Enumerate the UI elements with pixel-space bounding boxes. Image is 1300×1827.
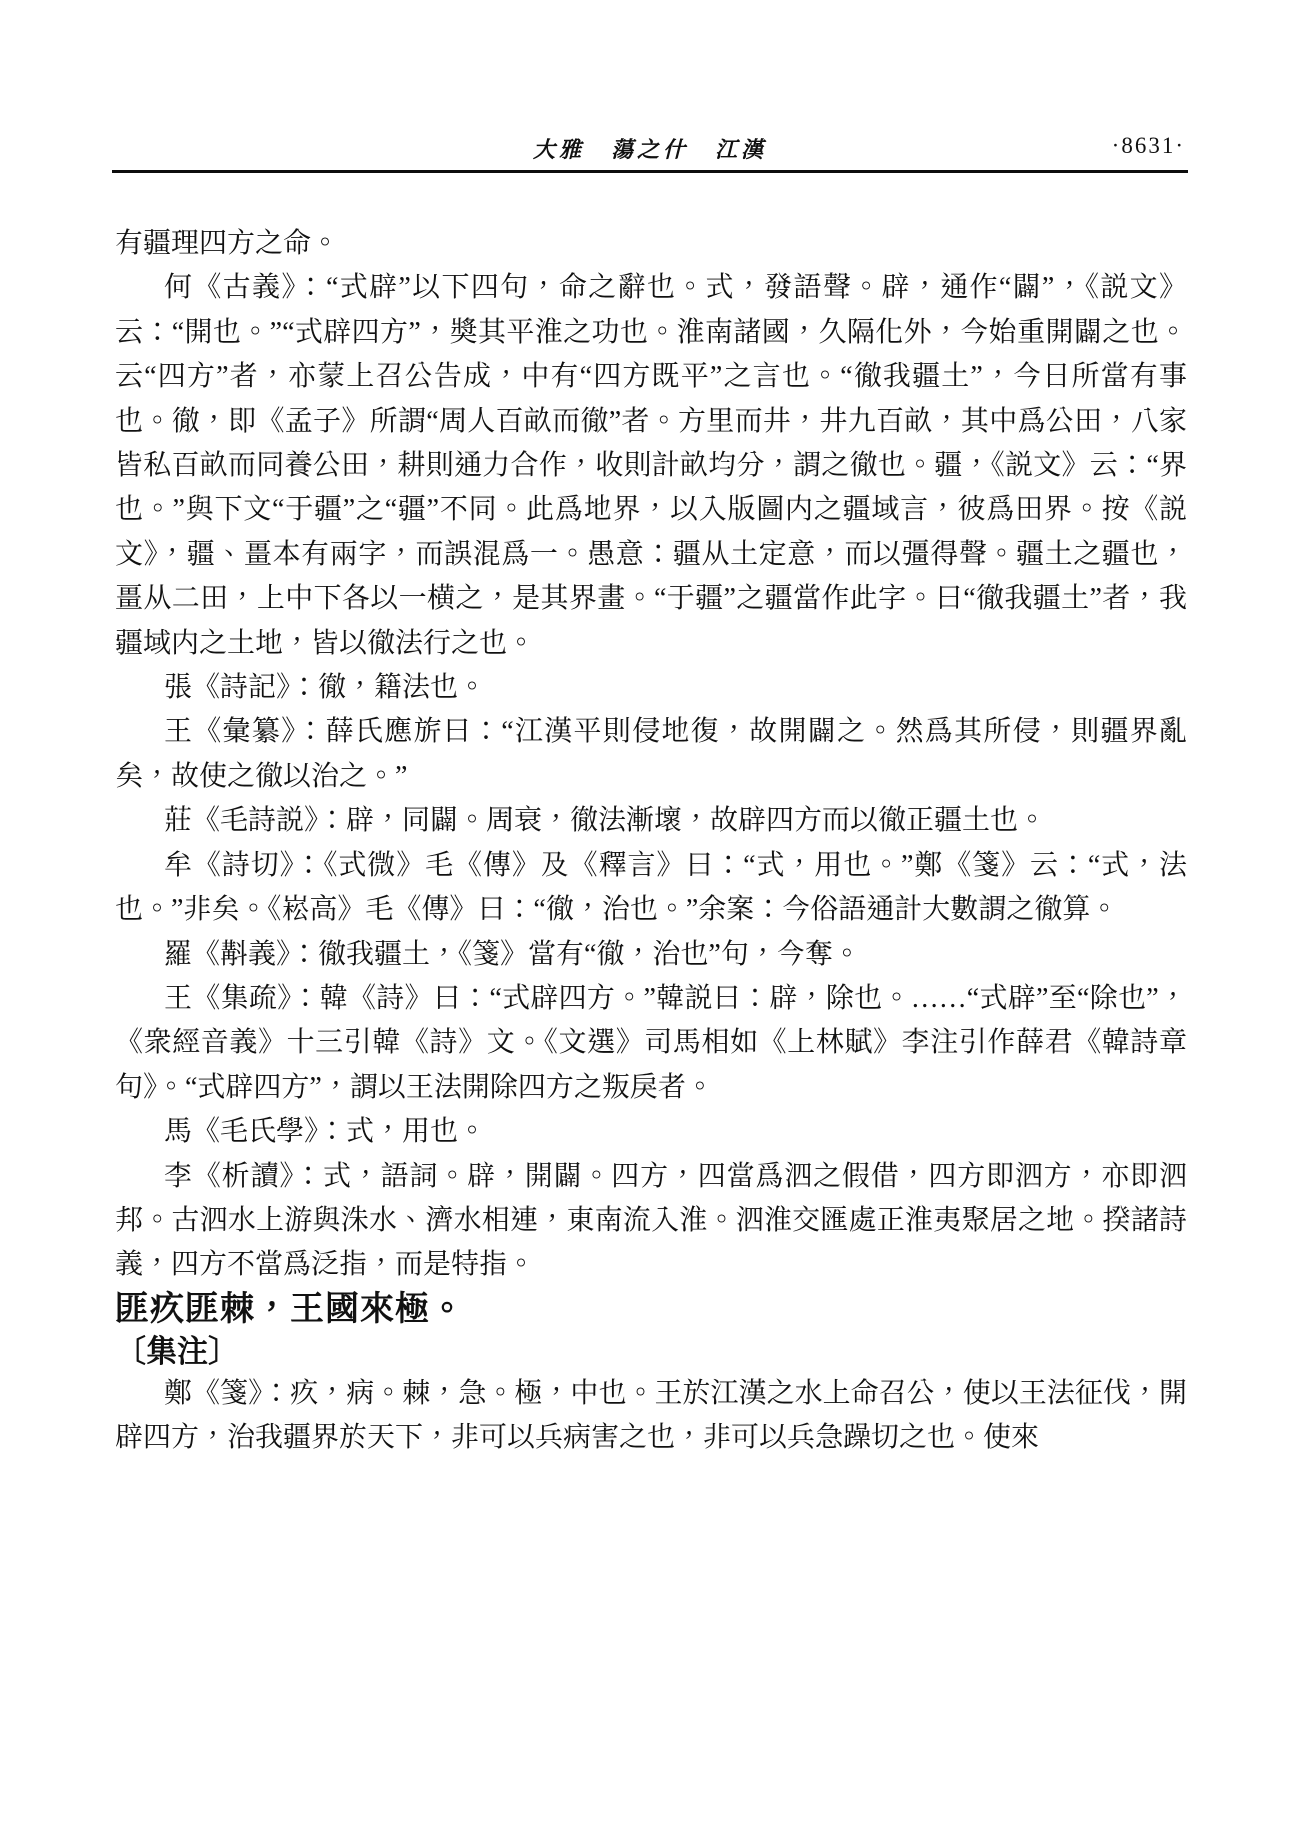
page-number: ·8631· [1111, 133, 1185, 158]
commentary-paragraph: 王《集疏》：韓《詩》曰：“式辟四方。”韓説曰：辟，除也。……“式辟”至“除也”，《衆經音義》十三引韓《詩》文。《文選》司馬相如《上林賦》李注引作薛君《韓詩章句》。“式辟四方”，謂以王法開除四方之叛戾者。 [115, 982, 1187, 1103]
commentary-paragraph: 李《析讀》：式，語詞。辟，開闢。四方，四當爲泗之假借，四方即泗方，亦即泗邦。古泗水上游與洙水、濟水相連，東南流入淮。泗淮交匯處正淮夷聚居之地。揆諸詩義，四方不當爲泛指，而是特指。 [115, 1160, 1187, 1281]
commentary-paragraph: 羅《斠義》：徹我疆土，《箋》當有“徹，治也”句，今奪。 [164, 938, 861, 970]
verse-heading: 匪疚匪棘，王國來極。 [115, 1290, 465, 1328]
commentary-paragraph: 莊《毛詩説》：辟，同闢。周衰，徹法漸壞，故辟四方而以徹正疆土也。 [164, 805, 1047, 837]
commentary-paragraph: 王《彙纂》：薛氏應旂曰：“江漢平則侵地復，故開闢之。然爲其所侵，則疆界亂矣，故使之徹以治之。” [115, 716, 1187, 792]
page-body [115, 222, 1187, 1461]
commentary-paragraph: 馬《毛氏學》：式，用也。 [164, 1116, 487, 1148]
section-label: 〔集注〕 [115, 1333, 239, 1369]
commentary-paragraph: 牟《詩切》：《式微》毛《傳》及《釋言》曰：“式，用也。”鄭《箋》云：“式，法也。”非矣。《崧高》毛《傳》曰：“徹，治也。”余案：今俗語通計大數謂之徹算。 [115, 849, 1187, 926]
collected-notes-paragraph: 鄭《箋》：疚，病。棘，急。極，中也。王於江漢之水上命召公，使以王法征伐，開辟四方，治我疆界於天下，非可以兵病害之也，非可以兵急躁切之也。使來 [115, 1377, 1187, 1454]
opening-line: 有疆理四方之命。 [115, 228, 340, 259]
header-divider [112, 170, 1188, 173]
commentary-paragraph: 何《古義》：“式辟”以下四句，命之辭也。式，發語聲。辟，通作“闢”，《説文》云：“開也。”“式辟四方”，奬其平淮之功也。淮南諸國，久隔化外，今始重開闢之也。云“四方”者，亦蒙上召公告成，中有“四方既平”之言也。“徹我疆土”，今日所當有事也。徹，即《孟子》所謂“周人百畝而徹”者。方里而井，井九百畝，其中爲公田，八家皆私百畝而同養公田，耕則通力合作，收則計畝均分，謂之徹也。疆，《説文》云：“界也。”與下文“于疆”之“疆”不同。此爲地界，以入版圖内之疆域言，彼爲田界。按《説文》，疆、畺本有兩字，而誤混爲一。愚意：疆从土定意，而以彊得聲。疆土之疆也，畺从二田，上中下各以一横之，是其界畫。“于疆”之疆當作此字。曰“徹我疆土”者，我疆域内之土地，皆以徹法行之也。 [115, 272, 1187, 659]
commentary-paragraph: 張《詩記》：徹，籍法也。 [164, 672, 487, 704]
running-head [115, 133, 1185, 167]
chapter-title: 大雅 蕩之什 江漢 [532, 137, 767, 162]
